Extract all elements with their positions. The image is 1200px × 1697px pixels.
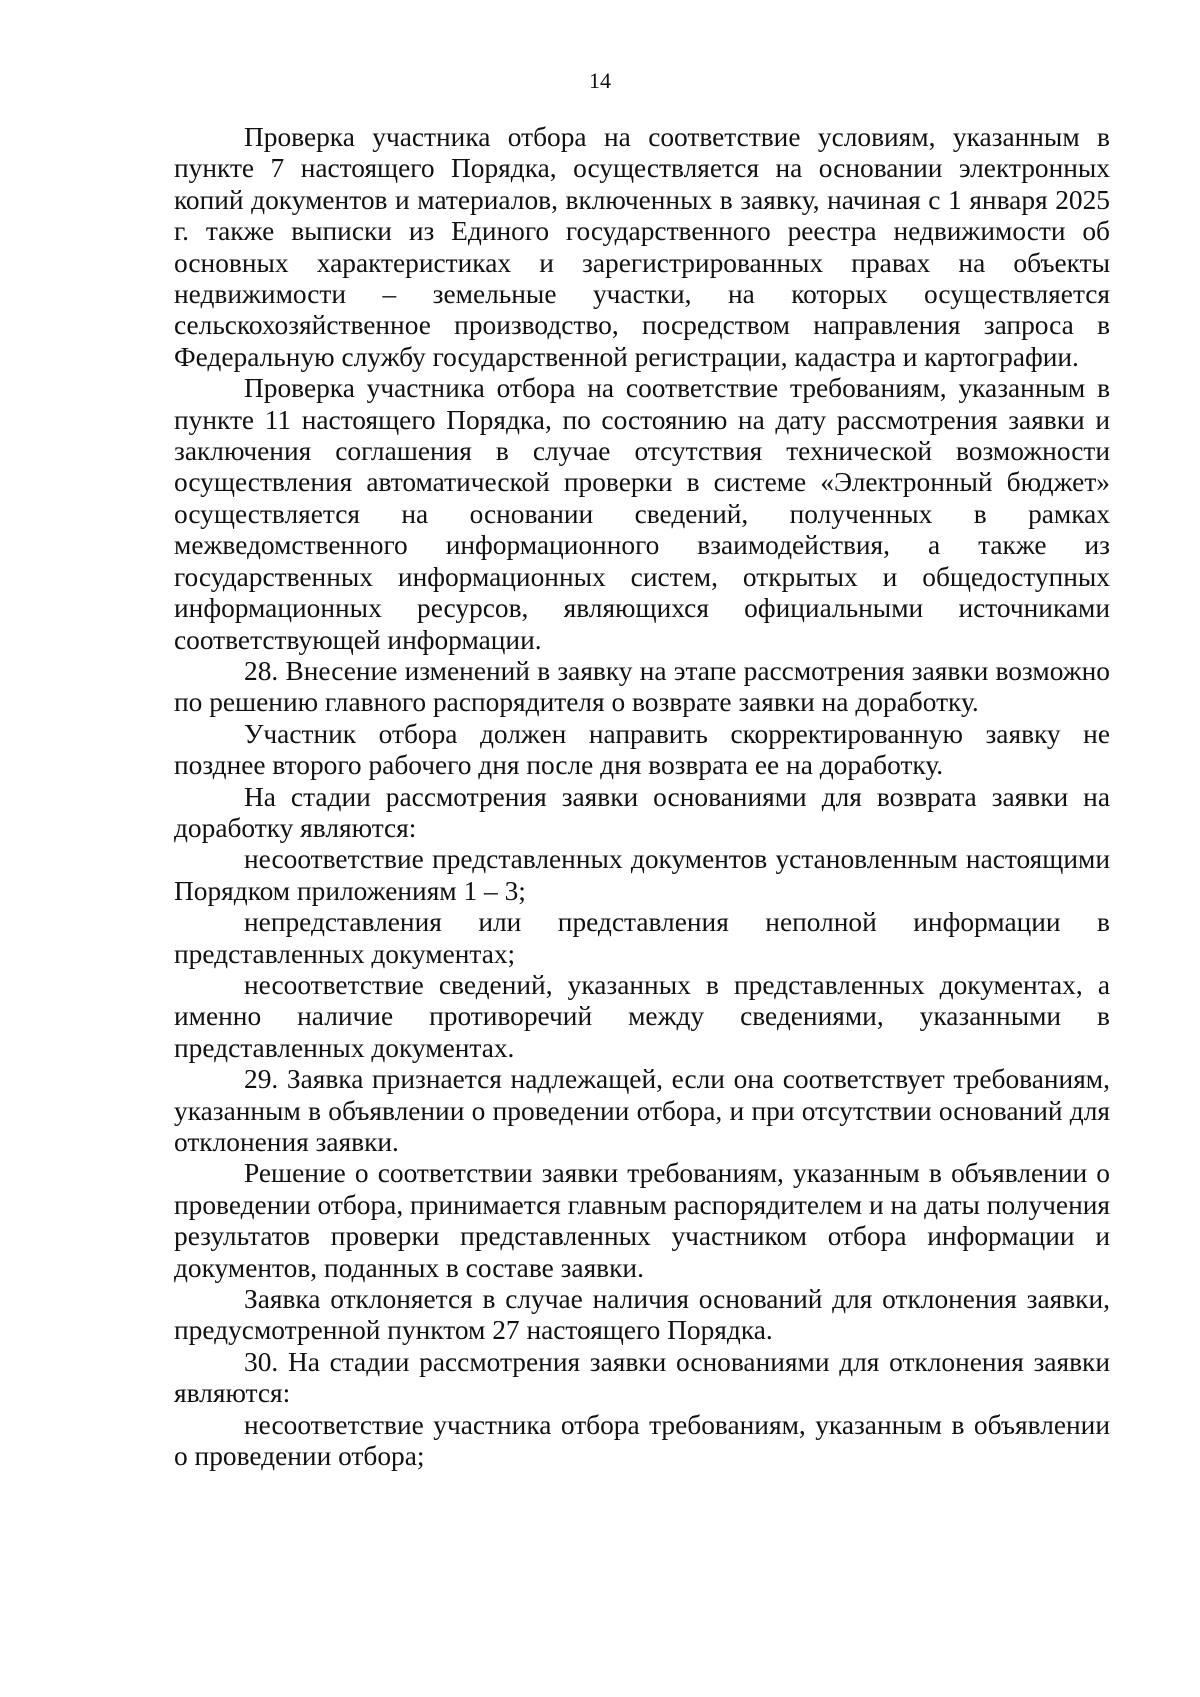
paragraph-item-29: 29. Заявка признается надлежащей, если она соответствует требованиям, указанным в объявлении о проведении отбора, и при отсутствии оснований для отклонения заявки.: [174, 1064, 1110, 1157]
paragraph-item-30: 30. На стадии рассмотрения заявки основаниями для отклонения заявки являются:: [174, 1346, 1110, 1409]
paragraph-item-28: 28. Внесение изменений в заявку на этапе рассмотрения заявки возможно по решению главного распорядителя о возврате заявки на доработку.: [174, 655, 1110, 718]
list-item-rejection-ground-1: несоответствие участника отбора требованиям, указанным в объявлении о проведении отбора;: [174, 1409, 1110, 1472]
document-body: [174, 122, 1110, 1472]
paragraph-verification-conditions: Проверка участника отбора на соответствие условиям, указанным в пункте 7 настоящего Порядка, осуществляется на основании электронных копий документов и материалов, включенных в заявку, начиная с 1 января 2025 г. также выписки из Единого государственного реестра недвижимости об основных характеристиках и зарегистрированных правах на объекты недвижимости – земельные участки, на которых осуществляется сельскохозяйственное производство, посредством направления запроса в Федеральную службу государственной регистрации, кадастра и картографии.: [174, 122, 1110, 372]
list-item-return-ground-3: несоответствие сведений, указанных в представленных документах, а именно наличие противоречий между сведениями, указанными в представленных документах.: [174, 969, 1110, 1063]
list-item-return-ground-1: несоответствие представленных документов установленным настоящими Порядком приложениям 1 – 3;: [174, 844, 1110, 906]
page-number: 14: [589, 68, 611, 93]
paragraph-compliance-decision: Решение о соответствии заявки требованиям, указанным в объявлении о проведении отбора, принимается главным распорядителем и на даты получения результатов проверки представленных участником отбора информации и документов, поданных в составе заявки.: [174, 1158, 1110, 1283]
paragraph-return-grounds-intro: На стадии рассмотрения заявки основаниями для возврата заявки на доработку являются:: [174, 781, 1110, 843]
paragraph-rejection: Заявка отклоняется в случае наличия оснований для отклонения заявки, предусмотренной пунктом 27 настоящего Порядка.: [174, 1284, 1110, 1346]
paragraph-corrected-application: Участник отбора должен направить скорректированную заявку не позднее второго рабочего дня после дня возврата ее на доработку.: [174, 718, 1110, 781]
paragraph-verification-requirements: Проверка участника отбора на соответствие требованиям, указанным в пункте 11 настоящего Порядка, по состоянию на дату рассмотрения заявки и заключения соглашения в случае отсутствия технической возможности осуществления автоматической проверки в системе «Электронный бюджет» осуществляется на основании сведений, полученных в рамках межведомственного информационного взаимодействия, а также из государственных информационных систем, открытых и общедоступных информационных ресурсов, являющихся официальными источниками соответствующей информации.: [174, 373, 1110, 655]
list-item-return-ground-2: непредставления или представления неполной информации в представленных документах;: [174, 907, 1110, 969]
